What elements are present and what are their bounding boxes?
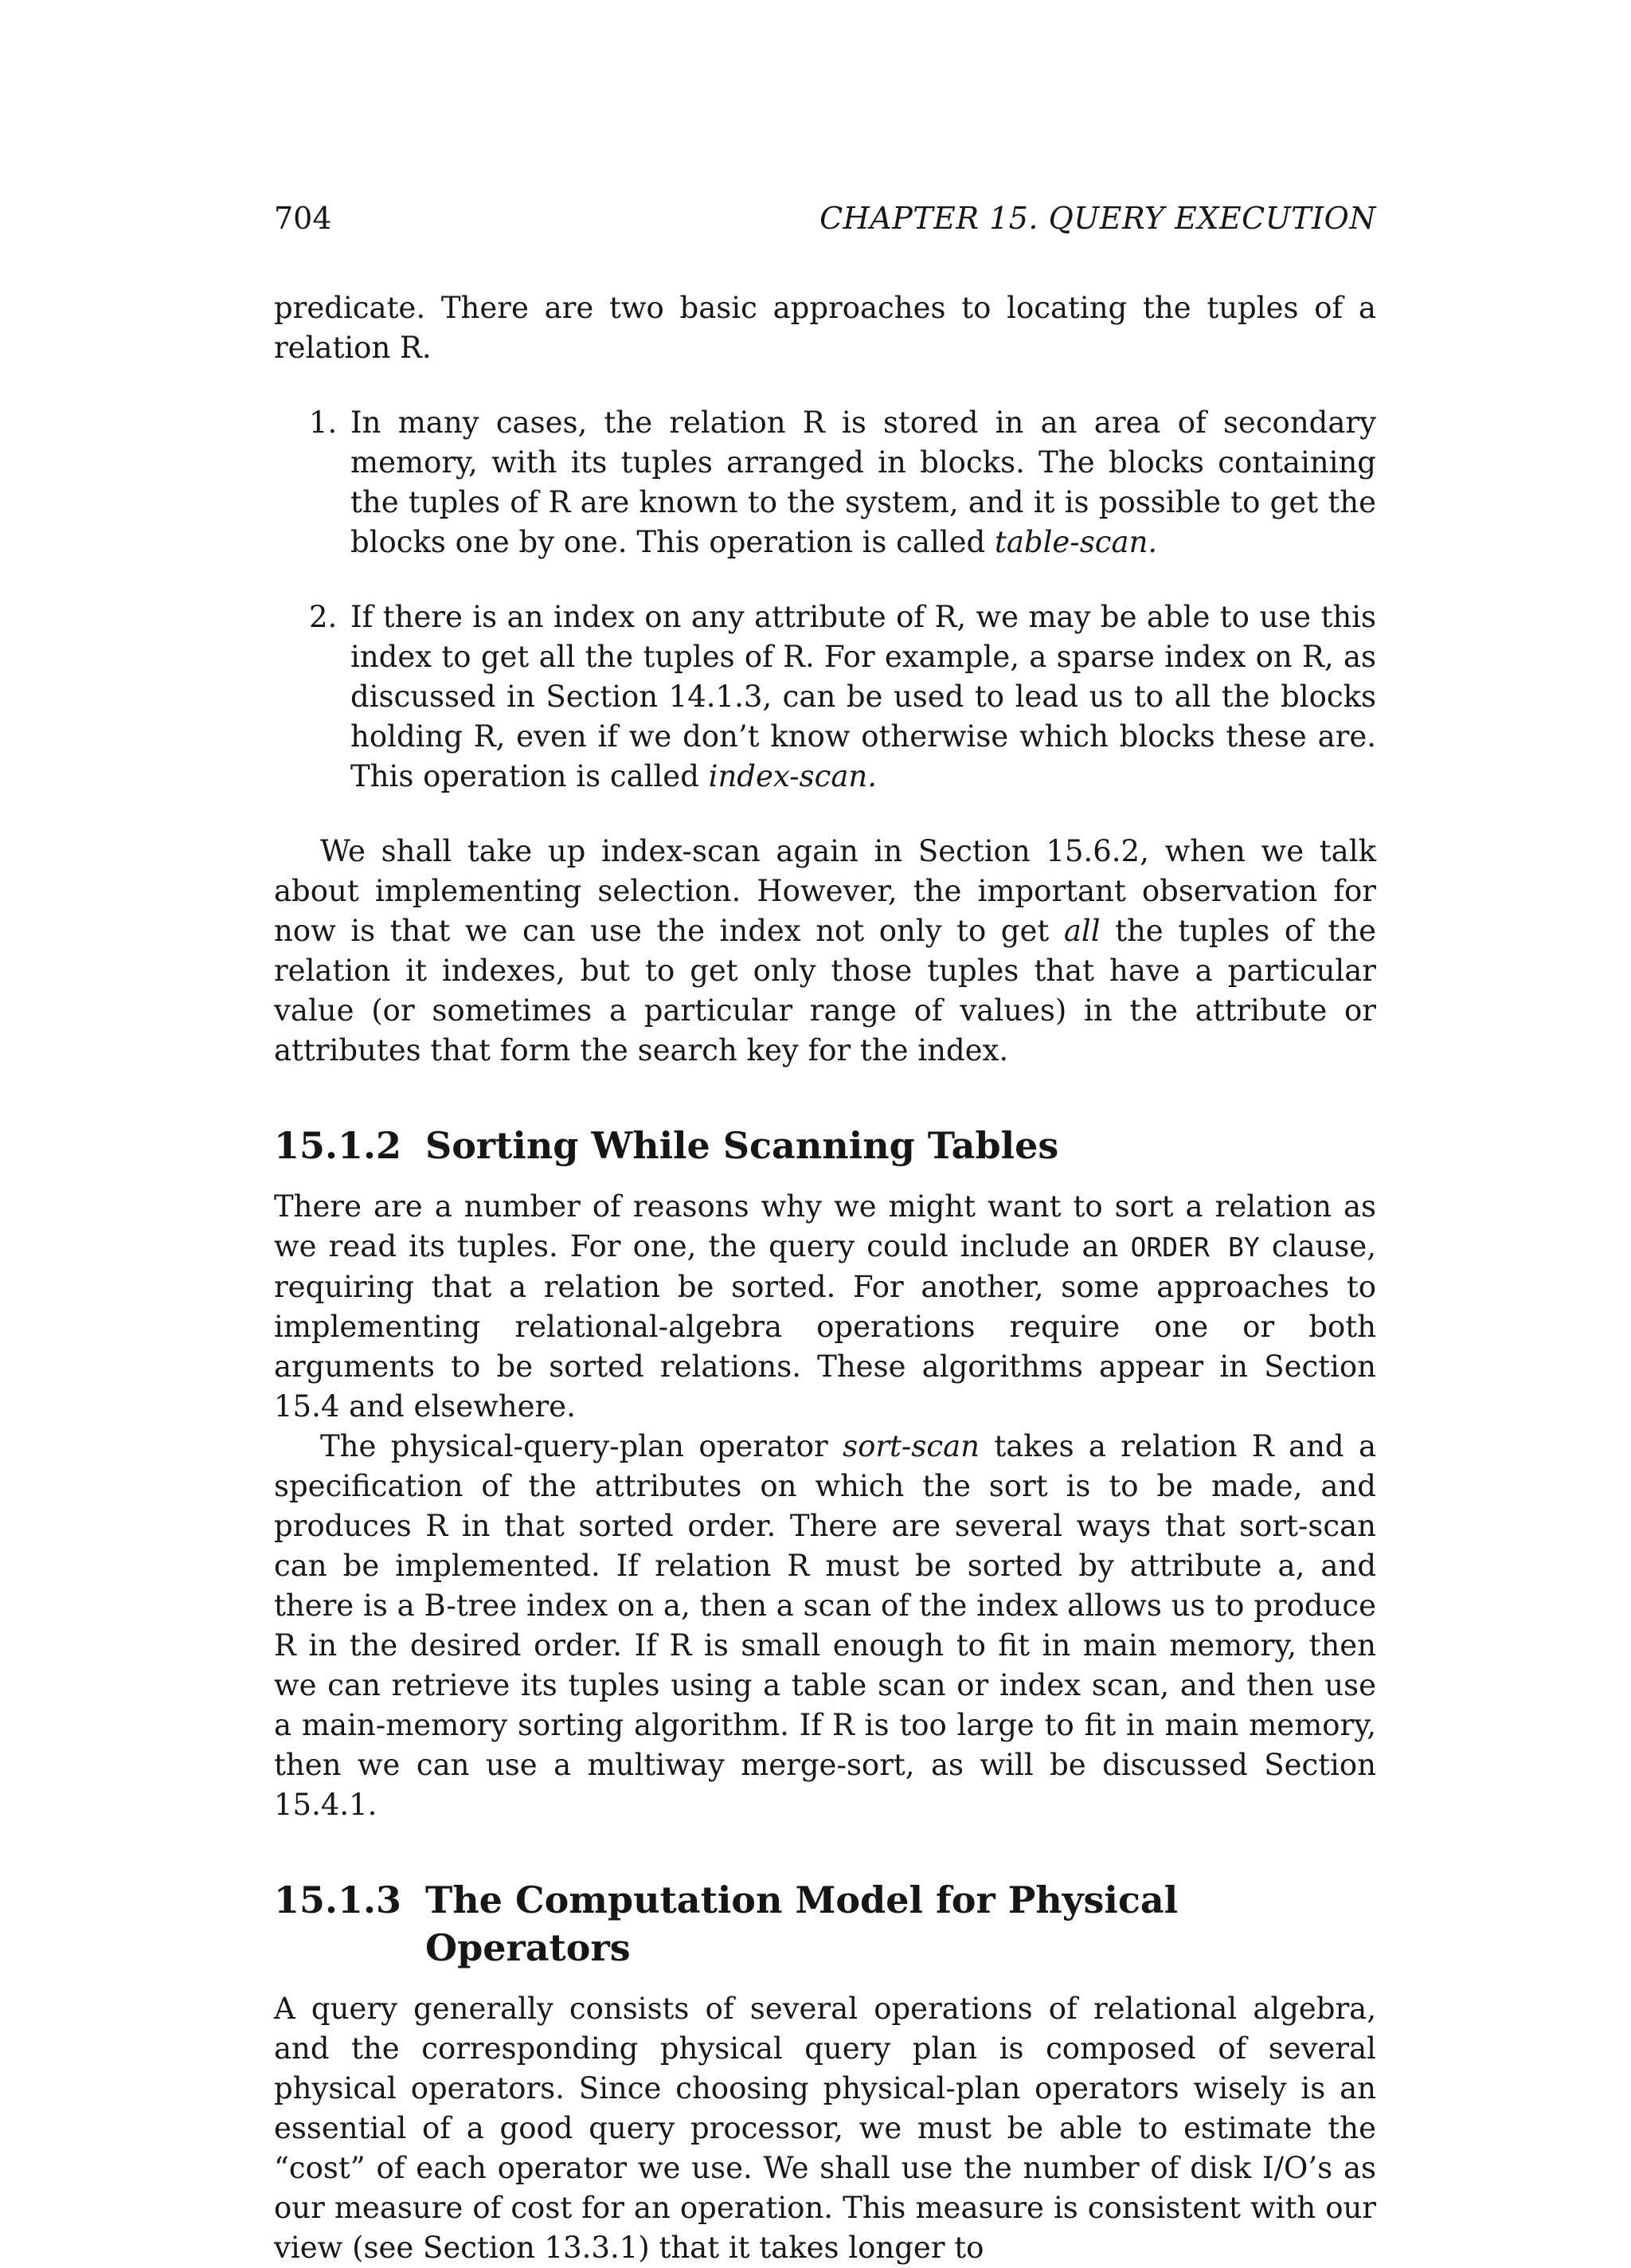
order-by-keyword: ORDER BY bbox=[1130, 1232, 1260, 1263]
section-title: The Computation Model for Physical Operators bbox=[425, 1878, 1179, 1969]
list-number: 2. bbox=[309, 600, 338, 634]
index-scan-paragraph: We shall take up index-scan again in Section 15.6.2, when we talk about implementing selection. However, the important observation for now is that we can use the index not only to get all the tuples of the relation it indexes, but to get only those tuples that have a particular value (or sometimes a particular range of values) in the attribute or attributes that form the search key for the index. bbox=[274, 834, 1376, 1067]
list-number: 1. bbox=[309, 405, 338, 440]
section-number: 15.1.2 bbox=[274, 1124, 402, 1167]
section-title: Sorting While Scanning Tables bbox=[425, 1124, 1059, 1167]
computation-model-paragraph: A query generally consists of several operations of relational algebra, and the corresponding physical query plan is composed of several physical operators. Since choosing physical-plan operators wisely is an essential of a good query processor, we must be able to estimate the “cost” of each operator we use. We shall use the number of disk I/O’s as our measure of cost for an operation. This measure is consistent with our view (see Section 13.3.1) that it takes longer to bbox=[274, 1992, 1376, 2265]
list-item-text: In many cases, the relation R is stored in an area of secondary memory, with its tuples arranged in blocks. The blocks containing the tuples of R are known to the system, and it is possible to get the blocks one by one. This operation is called table-scan. bbox=[350, 405, 1376, 559]
term-table-scan: table-scan. bbox=[994, 525, 1158, 559]
term-index-scan: index-scan. bbox=[708, 759, 877, 793]
scan-approaches-list bbox=[274, 403, 1376, 797]
page-body bbox=[274, 288, 1376, 2268]
section-heading-15-1-2 bbox=[274, 1122, 1376, 1169]
chapter-title: CHAPTER 15. QUERY EXECUTION bbox=[819, 201, 1376, 236]
page-number: 704 bbox=[274, 201, 332, 236]
list-item bbox=[274, 403, 1376, 562]
intro-paragraph: predicate. There are two basic approaches to locating the tuples of a relation R. bbox=[274, 291, 1376, 365]
section-number: 15.1.3 bbox=[274, 1878, 402, 1921]
list-item bbox=[274, 597, 1376, 797]
term-sort-scan: sort-scan bbox=[843, 1429, 980, 1463]
section-heading-15-1-3 bbox=[274, 1876, 1376, 1972]
sorting-paragraph-2: The physical-query-plan operator sort-scan takes a relation R and a specification of the attributes on which the sort is to be made, and produces R in that sorted order. There are several ways that sort-scan can be implemented. If relation R must be sorted by attribute a, and there is a B-tree index on a, then a scan of the index allows us to produce R in the desired order. If R is small enough to fit in main memory, then we can retrieve its tuples using a table scan or index scan, and then use a main-memory sorting algorithm. If R is too large to fit in main memory, then we can use a multiway merge-sort, as will be discussed Section 15.4.1. bbox=[274, 1429, 1376, 1822]
list-item-text: If there is an index on any attribute of R, we may be able to use this index to get all the tuples of R. For example, a sparse index on R, as discussed in Section 14.1.3, can be used to lead us to all the blocks holding R, even if we don’t know otherwise which blocks these are. This operation is called index-scan. bbox=[350, 600, 1376, 793]
sorting-paragraph-1: There are a number of reasons why we might want to sort a relation as we read its tuples. For one, the query could include an ORDER BY clause, requiring that a relation be sorted. For another, some approaches to implementing relational-algebra operations require one or both arguments to be sorted relations. These algorithms appear in Section 15.4 and elsewhere. bbox=[274, 1189, 1376, 1424]
